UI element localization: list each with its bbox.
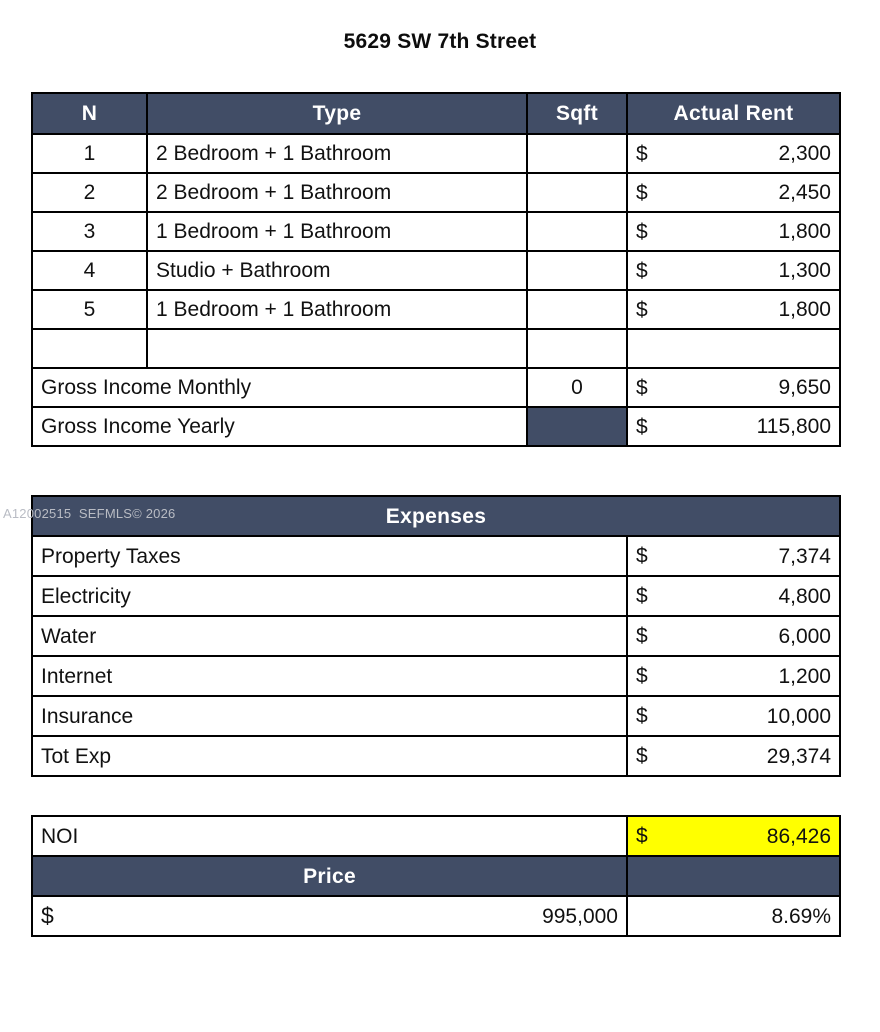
column-header-n: N bbox=[32, 93, 147, 134]
expense-label: Property Taxes bbox=[32, 536, 627, 576]
unit-type-empty bbox=[147, 329, 527, 368]
currency-symbol: $ bbox=[636, 415, 648, 438]
unit-type: Studio + Bathroom bbox=[147, 251, 527, 290]
gross-income-yearly-blank bbox=[527, 407, 627, 446]
total-expenses-amount: 29,374 bbox=[766, 744, 831, 768]
unit-sqft bbox=[527, 212, 627, 251]
unit-number-empty bbox=[32, 329, 147, 368]
unit-rent bbox=[627, 134, 840, 173]
expense-amount: 10,000 bbox=[766, 704, 831, 728]
gross-income-monthly-row bbox=[32, 368, 840, 407]
unit-rent bbox=[627, 290, 840, 329]
column-header-actual-rent: Actual Rent bbox=[627, 93, 840, 134]
unit-rent-value: 1,800 bbox=[778, 220, 831, 243]
table-row bbox=[32, 616, 840, 656]
noi-label: NOI bbox=[32, 816, 627, 856]
table-row bbox=[32, 576, 840, 616]
unit-type: 2 Bedroom + 1 Bathroom bbox=[147, 173, 527, 212]
gross-income-monthly-amount: 9,650 bbox=[778, 376, 831, 399]
table-row bbox=[32, 290, 840, 329]
expense-label: Insurance bbox=[32, 696, 627, 736]
unit-number: 4 bbox=[32, 251, 147, 290]
expense-label: Water bbox=[32, 616, 627, 656]
mls-watermark: A12002515 SEFMLS© 2026 bbox=[3, 506, 176, 521]
table-row bbox=[32, 536, 840, 576]
expense-value bbox=[627, 616, 840, 656]
currency-symbol: $ bbox=[636, 664, 648, 688]
gross-income-yearly-amount: 115,800 bbox=[756, 415, 831, 438]
unit-sqft bbox=[527, 251, 627, 290]
expense-label: Internet bbox=[32, 656, 627, 696]
unit-number: 5 bbox=[32, 290, 147, 329]
table-row-empty bbox=[32, 329, 840, 368]
expense-amount: 6,000 bbox=[778, 624, 831, 648]
page-title: 5629 SW 7th Street bbox=[343, 30, 537, 53]
unit-type: 2 Bedroom + 1 Bathroom bbox=[147, 134, 527, 173]
unit-number: 3 bbox=[32, 212, 147, 251]
noi-amount: 86,426 bbox=[766, 824, 831, 848]
gross-income-monthly-sqft: 0 bbox=[527, 368, 627, 407]
currency-symbol: $ bbox=[636, 298, 648, 321]
currency-symbol: $ bbox=[636, 704, 648, 728]
unit-type: 1 Bedroom + 1 Bathroom bbox=[147, 290, 527, 329]
gross-income-yearly-label: Gross Income Yearly bbox=[32, 407, 527, 446]
unit-rent bbox=[627, 173, 840, 212]
unit-rent bbox=[627, 212, 840, 251]
noi-value bbox=[627, 816, 840, 856]
unit-rent-empty bbox=[627, 329, 840, 368]
gross-income-monthly-label: Gross Income Monthly bbox=[32, 368, 527, 407]
expense-value bbox=[627, 576, 840, 616]
unit-rent-value: 1,300 bbox=[778, 259, 831, 282]
column-header-type: Type bbox=[147, 93, 527, 134]
unit-rent-value: 2,300 bbox=[778, 142, 831, 165]
expense-amount: 1,200 bbox=[778, 664, 831, 688]
unit-sqft-empty bbox=[527, 329, 627, 368]
price-amount: 995,000 bbox=[542, 904, 618, 928]
currency-symbol: $ bbox=[636, 544, 648, 568]
table-row bbox=[32, 212, 840, 251]
table-row bbox=[32, 173, 840, 212]
unit-number: 1 bbox=[32, 134, 147, 173]
gross-income-monthly-value bbox=[627, 368, 840, 407]
currency-symbol: $ bbox=[636, 824, 648, 848]
currency-symbol: $ bbox=[636, 220, 648, 243]
expense-value bbox=[627, 696, 840, 736]
currency-symbol: $ bbox=[636, 624, 648, 648]
expenses-header-label: Expenses bbox=[32, 496, 840, 536]
expense-label: Electricity bbox=[32, 576, 627, 616]
expenses-table bbox=[31, 495, 841, 777]
gross-income-yearly-row bbox=[32, 407, 840, 446]
rent-roll-table bbox=[31, 92, 841, 447]
total-expenses-row bbox=[32, 736, 840, 776]
expense-amount: 7,374 bbox=[778, 544, 831, 568]
expenses-header-row bbox=[32, 496, 840, 536]
unit-rent bbox=[627, 251, 840, 290]
expense-value bbox=[627, 536, 840, 576]
unit-rent-value: 2,450 bbox=[778, 181, 831, 204]
price-value bbox=[32, 896, 627, 936]
unit-sqft bbox=[527, 134, 627, 173]
gross-income-yearly-value bbox=[627, 407, 840, 446]
unit-rent-value: 1,800 bbox=[778, 298, 831, 321]
currency-symbol: $ bbox=[636, 142, 648, 165]
price-row bbox=[32, 896, 840, 936]
noi-price-table bbox=[31, 815, 841, 937]
noi-row bbox=[32, 816, 840, 856]
column-header-sqft: Sqft bbox=[527, 93, 627, 134]
price-header-blank bbox=[627, 856, 840, 896]
table-row bbox=[32, 696, 840, 736]
unit-type: 1 Bedroom + 1 Bathroom bbox=[147, 212, 527, 251]
expense-value bbox=[627, 656, 840, 696]
total-expenses-value bbox=[627, 736, 840, 776]
currency-symbol: $ bbox=[636, 376, 648, 399]
price-header-label: Price bbox=[32, 856, 627, 896]
unit-number: 2 bbox=[32, 173, 147, 212]
unit-sqft bbox=[527, 173, 627, 212]
expense-amount: 4,800 bbox=[778, 584, 831, 608]
currency-symbol: $ bbox=[636, 181, 648, 204]
currency-symbol: $ bbox=[636, 259, 648, 282]
cap-rate-value: 8.69% bbox=[627, 896, 840, 936]
price-header-row bbox=[32, 856, 840, 896]
table-header-row bbox=[32, 93, 840, 134]
currency-symbol: $ bbox=[636, 584, 648, 608]
unit-sqft bbox=[527, 290, 627, 329]
currency-symbol: $ bbox=[636, 744, 648, 768]
table-row bbox=[32, 251, 840, 290]
table-row bbox=[32, 134, 840, 173]
table-row bbox=[32, 656, 840, 696]
currency-symbol: $ bbox=[41, 902, 54, 929]
total-expenses-label: Tot Exp bbox=[32, 736, 627, 776]
